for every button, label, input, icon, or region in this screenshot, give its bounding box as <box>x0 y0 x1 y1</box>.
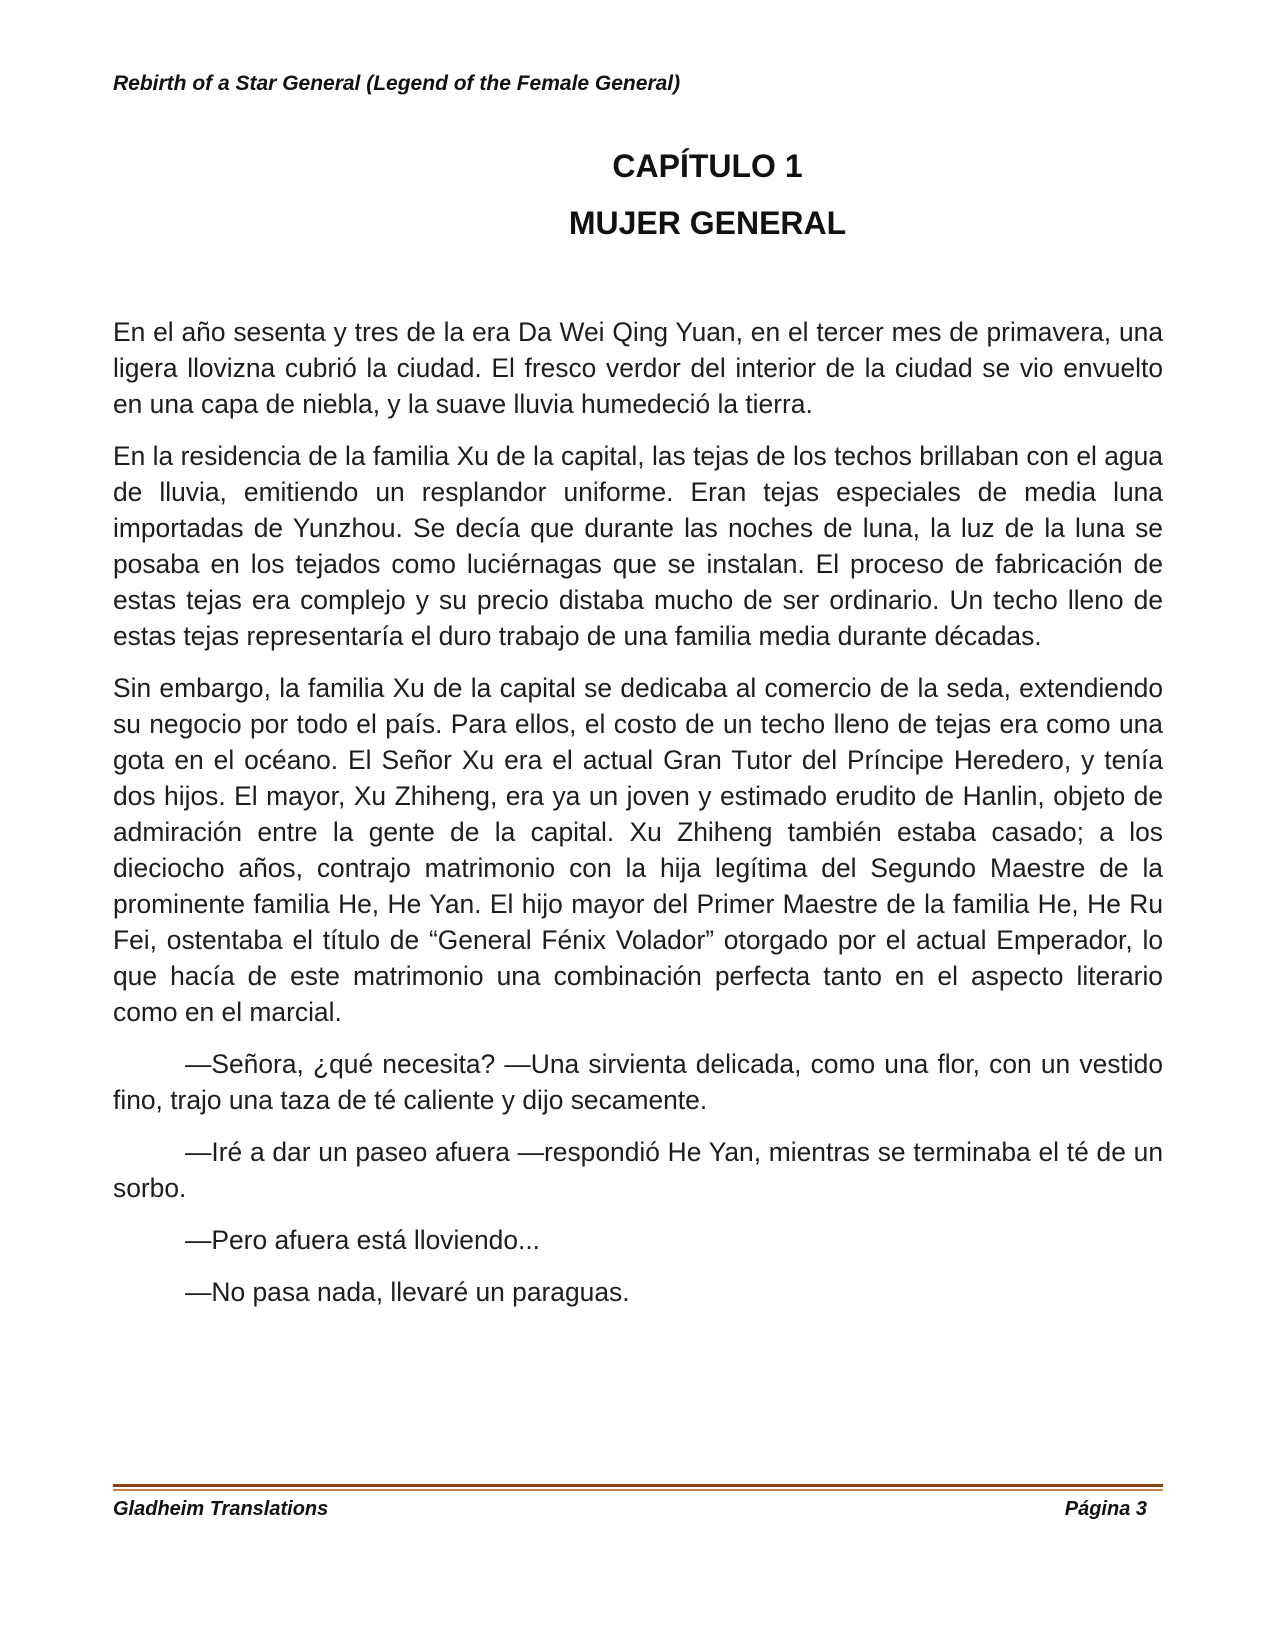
paragraph: Sin embargo, la familia Xu de la capital se dedicaba al comercio de la seda, extendiendo su negocio por todo el país. Para ellos, el costo de un techo lleno de tejas era como una gota en el océano. El Señor Xu era el actual Gran Tutor del Príncipe Heredero, y tenía dos hijos. El mayor, Xu Zhiheng, era ya un joven y estimado erudito de Hanlin, objeto de admiración entre la gente de la capital. Xu Zhiheng también estaba casado; a los dieciocho años, contrajo matrimonio con la hija legítima del Segundo Maestre de la prominente familia He, He Yan. El hijo mayor del Primer Maestre de la familia He, He Ru Fei, ostentaba el título de “General Fénix Volador” otorgado por el actual Emperador, lo que hacía de este matrimonio una combinación perfecta tanto en el aspecto literario como en el marcial. <box>113 673 1163 1027</box>
chapter-title: MUJER GENERAL <box>568 205 847 241</box>
dialogue-paragraph: —Iré a dar un paseo afuera —respondió He Yan, mientras se terminaba el té de un sorbo. <box>113 1137 1163 1203</box>
footer-page-number: Página 3 <box>1064 1498 1147 1520</box>
chapter-body <box>113 314 1163 1326</box>
dialogue-paragraph: —Señora, ¿qué necesita? —Una sirvienta delicada, como una flor, con un vestido fino, trajo una taza de té caliente y dijo secamente. <box>113 1049 1163 1115</box>
paragraph: En la residencia de la familia Xu de la capital, las tejas de los techos brillaban con el agua de lluvia, emitiendo un resplandor uniforme. Eran tejas especiales de media luna importadas de Yunzhou. Se decía que durante las noches de luna, la luz de la luna se posaba en los tejados como luciérnagas que se instalan. El proceso de fabricación de estas tejas era complejo y su precio distaba mucho de ser ordinario. Un techo lleno de estas tejas representaría el duro trabajo de una familia media durante décadas. <box>113 441 1163 651</box>
footer-translator: Gladheim Translations <box>113 1498 329 1520</box>
chapter-number: CAPÍTULO 1 <box>612 148 803 184</box>
dialogue-paragraph: —No pasa nada, llevaré un paraguas. <box>185 1277 630 1307</box>
footer-divider <box>113 1484 1163 1491</box>
running-header: Rebirth of a Star General (Legend of the Female General) <box>113 72 681 95</box>
dialogue-paragraph: —Pero afuera está lloviendo... <box>185 1225 541 1255</box>
paragraph: En el año sesenta y tres de la era Da Wei Qing Yuan, en el tercer mes de primavera, una ligera llovizna cubrió la ciudad. El fresco verdor del interior de la ciudad se vio envuelto en una capa de niebla, y la suave lluvia humedeció la tierra. <box>113 317 1163 419</box>
